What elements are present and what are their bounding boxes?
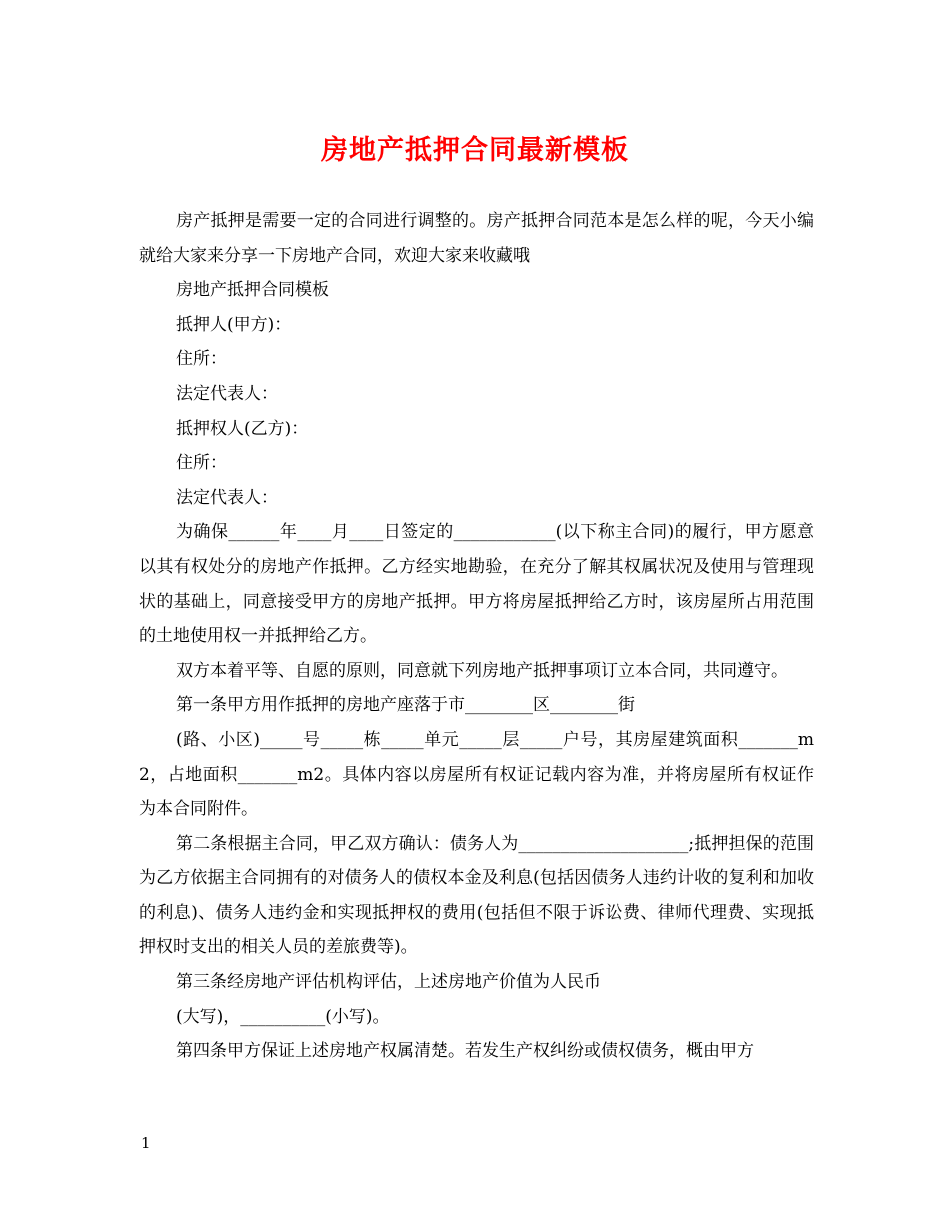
paragraph-mortgagee-address: 住所：: [176, 453, 227, 474]
paragraph-article-1-location: 第一条甲方用作抵押的房地产座落于市________区________街: [176, 695, 635, 716]
paragraph-purpose: 为确保______年____月____日签定的____________(以下称主合同)的履行，甲方愿意以其有权处分的房地产作抵押。乙方经实地勘验，在充分了解其权属状况及使用与管理现状的基础上，同意接受甲方的房地产抵押。甲方将房屋抵押给乙方时，该房屋所占用范围的土地使用权一并抵押给乙方。: [139, 522, 814, 647]
document-body: [139, 204, 814, 1069]
paragraph-intro: 房产抵押是需要一定的合同进行调整的。房产抵押合同范本是怎么样的呢，今天小编就给大家来分享一下房地产合同，欢迎大家来收藏哦: [139, 211, 814, 266]
paragraph-article-1-details: (路、小区)_____号_____栋_____单元_____层_____户号，其房屋建筑面积_______m2，占地面积_______m2。具体内容以房屋所有权证记载内容为准，并将房屋所有权证作为本合同附件。: [139, 729, 814, 820]
document-title: 房地产抵押合同最新模板: [321, 135, 629, 166]
paragraph-mortgagor-address: 住所：: [176, 349, 227, 370]
paragraph-mortgagee-representative: 法定代表人：: [176, 487, 278, 508]
paragraph-article-2: 第二条根据主合同，甲乙双方确认：债务人为____________________;抵押担保的范围为乙方依据主合同拥有的对债务人的债权本金及利息(包括因债务人违约计收的复利和加收的利息)、债务人违约金和实现抵押权的费用(包括但不限于诉讼费、律师代理费、实现抵押权时支出的相关人员的差旅费等)。: [139, 833, 814, 958]
paragraph-mortgagee: 抵押权人(乙方)：: [176, 418, 309, 439]
paragraph-article-4: 第四条甲方保证上述房地产权属清楚。若发生产权纠纷或债权债务，概由甲方: [176, 1041, 754, 1062]
paragraph-principle: 双方本着平等、自愿的原则，同意就下列房地产抵押事项订立本合同，共同遵守。: [176, 660, 788, 681]
paragraph-article-3-amount: (大写)，__________(小写)。: [176, 1006, 390, 1027]
paragraph-article-3: 第三条经房地产评估机构评估，上述房地产价值为人民币: [176, 972, 601, 993]
paragraph-template-heading: 房地产抵押合同模板: [176, 280, 329, 301]
paragraph-mortgagor: 抵押人(甲方)：: [176, 314, 292, 335]
page-number: 1: [141, 1134, 151, 1152]
paragraph-mortgagor-representative: 法定代表人：: [176, 383, 278, 404]
